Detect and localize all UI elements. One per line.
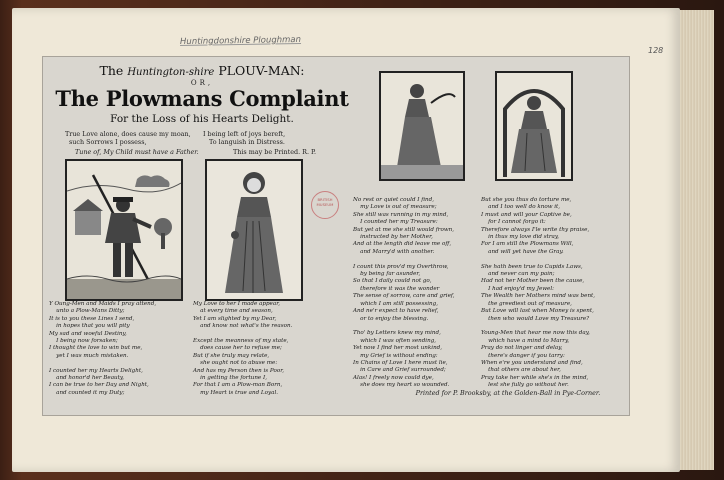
verse-column-2: My Love to her I made appear, at every time and season, Yet I am slighted by my Dear, and know not what's the reason. Except the meanness of my state, does cause her to refuse me; But if she truly may relate, she ought not to abuse me: And has my Person then is Poor, in getting the fortune I, For that I am a Plow-man Born, my Heart is true and Loyal. (193, 301, 293, 396)
title-place: Huntington-shire (127, 67, 215, 78)
lady-figure-icon (207, 161, 301, 299)
lady-woodcut (205, 159, 303, 301)
lady-in-arch-woodcut (495, 71, 573, 181)
museum-stamp: BRITISH MUSEUM (311, 191, 339, 219)
printer-imprint: Printed for P. Brooksby, at the Golden-Ball in Pye-Corner. (415, 389, 601, 397)
lady-arch-figure-icon (497, 73, 571, 179)
folio-number: 128 (648, 46, 664, 55)
main-title: The Plowmans Complaint (55, 86, 349, 111)
tune-label: Tune of, My Child must have a Father. (75, 148, 199, 156)
title-prefix: The (99, 63, 124, 78)
tune-right-2: To languish in Distress. (209, 138, 285, 146)
woman-bow-figure-icon (381, 73, 463, 179)
title-line-1 (43, 63, 361, 78)
verse-column-3: No rest or quiet could I find, my Love is out of measure; She still was running in my mind, I counted her my Treasure: But yet at me she still would frown, instructed by her Mother, And at the length did leave me off, and Marry'd with another. I count this prov'd my Overthrow, by being far asunder, So that I daily could not go, therefore it was the wonder The sense of sorrow, care and grief, which I am still possessing, And ne'r expect to have relief, or to enjoy the blessing. Tho' by Letters knew my mind, which I was often sending, Yet now I find her most unkind, my Grief is without ending: In Chains of Love I here must lie, in Care and Grief surrounded; Alas! I freely now could dye, she does my heart so wounded. (353, 197, 455, 389)
manuscript-note: Huntingdonshire Ploughman (179, 34, 302, 48)
page-stack-edge (680, 10, 714, 470)
subtitle: For the Loss of his Hearts Delight. (110, 113, 294, 125)
tune-left-1: True Love alone, does cause my moan, (65, 130, 191, 138)
broadside-sheet (42, 56, 630, 416)
tune-right-1: I being left of joys bereft, (203, 130, 286, 138)
title-rest: PLOUV-MAN: (218, 63, 305, 78)
ploughman-woodcut (65, 159, 183, 301)
tune-left-2: such Sorrows I possess, (69, 138, 147, 146)
verse-column-4: But she you thus do torture me, and I too well do know it, I must and will your Captive be, for I cannot forgo it: Therefore always I'le write thy praise, in thus my love did stray, For I am still the Plowmans Will, and will yet have the Gray. She hath been true to Cupids Laws, and never can my pain; Had not her Mother been the cause, I had enjoy'd my Jewel: The Wealth her Mothers mind was bent, the greediest out of measure, But Love will last when Money is spent, then who would Love my Treasure? Young-Men that hear me now this day, which have a mind to Marry, Pray do not linger and delay, there's danger if you tarry: When e're you understand and find, that others are about her, Pray take her while she's in the mind, lest she fully go without her. (481, 197, 596, 389)
verse-column-1: Y Oung-Men and Maids I pray attend, unto a Plow-Mans Ditty; It is to you these Lines I send, in hopes that you will pity My sad and woeful Destiny, I being now forsaken; I thought the love to win but me, yet I was much mistaken. I counted her my Hearts Delight, and honor'd her Beauty, I can be true to her Day and Night, and counted it my Duty; (49, 301, 157, 396)
license: This may be Printed. R. P. (233, 148, 317, 156)
woman-with-bow-woodcut (379, 71, 465, 181)
ploughman-figure-icon (67, 161, 181, 299)
title-or: OR, (190, 79, 214, 87)
